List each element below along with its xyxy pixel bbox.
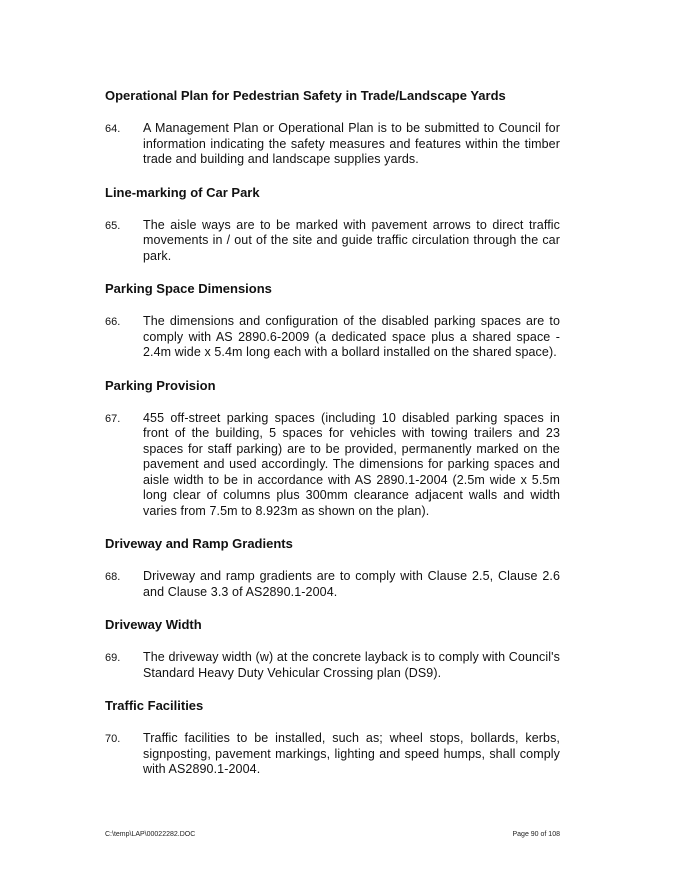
section-heading: Parking Provision [105,377,216,393]
clause-text: The dimensions and configuration of the disabled parking spaces are to comply with AS 2890.6-2009 (a dedicated space plus a shared space - 2.4m wide x 5.4m long each with a bollard installed on the shared space). [143,314,560,359]
section-heading: Line-marking of Car Park [105,184,260,200]
section-heading: Driveway Width [105,617,202,632]
section-heading: Driveway and Ramp Gradients [105,536,293,551]
clause-text: Traffic facilities to be installed, such as; wheel stops, bollards, kerbs, signposting, pavement markings, lighting and speed humps, shall comply with AS2890.1-2004. [143,731,560,776]
clause-text: The driveway width (w) at the concrete layback is to comply with Council's Standard Heavy Duty Vehicular Crossing plan (DS9). [143,650,560,680]
section-heading: Traffic Facilities [105,698,204,713]
section-traffic-facilities [105,698,560,778]
section-heading: Operational Plan for Pedestrian Safety in Trade/Landscape Yards [105,88,506,103]
clause-number: 66. [105,316,121,328]
clause-64 [105,121,560,168]
footer-page-number: Page 90 of 108 [512,831,560,838]
clause-number: 68. [105,571,121,583]
clause-66 [105,314,560,361]
section-parking-provision [105,378,560,520]
section-driveway-ramp-gradients [105,536,560,600]
clause-number: 65. [105,219,121,232]
document-body [105,88,560,778]
section-line-marking [105,185,560,265]
clause-number: 70. [105,733,121,745]
clause-text: The aisle ways are to be marked with pavement arrows to direct traffic movements in / out of the site and guide traffic circulation through the car park. [143,217,560,263]
clause-70 [105,731,560,778]
clause-65 [105,218,560,265]
clause-69 [105,650,560,681]
clause-number: 64. [105,123,121,135]
clause-text: 455 off-street parking spaces (including 10 disabled parking spaces in front of the building, 5 spaces for vehicles with towing trailers and 23 spaces for staff parking) are to be provided, permanently marked on the pavement and used accordingly. The dimensions for parking spaces and aisle width to be in accordance with AS 2890.1-2004 (2.5m wide x 5.5m long clear of columns plus 300mm clearance adjacent walls and width varies from 7.5m to 8.923m as shown on the plan). [143,410,560,518]
clause-number: 67. [105,412,121,425]
footer-file-path: C:\temp\LAP\00022282.DOC [105,831,196,838]
clause-text: Driveway and ramp gradients are to comply with Clause 2.5, Clause 2.6 and Clause 3.3 of AS2890.1-2004. [143,569,560,599]
clause-67 [105,411,560,520]
clause-68 [105,569,560,600]
section-parking-space-dimensions [105,281,560,361]
section-heading: Parking Space Dimensions [105,281,272,296]
section-pedestrian-safety [105,88,560,168]
section-driveway-width [105,617,560,681]
clause-text: A Management Plan or Operational Plan is to be submitted to Council for information indicating the safety measures and features within the timber trade and building and landscape supplies yards. [143,121,560,166]
clause-number: 69. [105,652,121,664]
